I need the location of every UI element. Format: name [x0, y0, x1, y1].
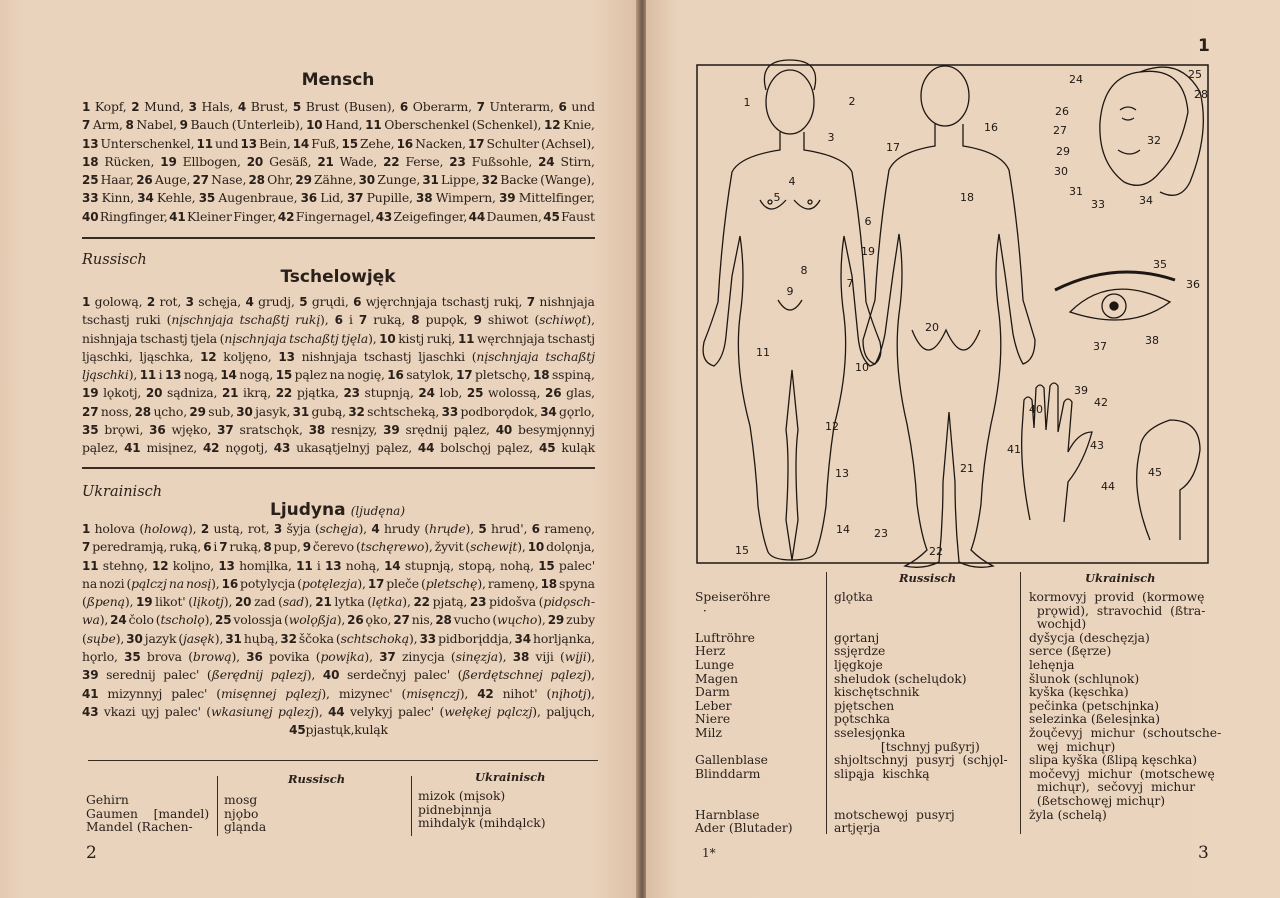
figure-label-42: 42	[1094, 396, 1108, 409]
figure-label-3: 3	[827, 131, 835, 144]
russian-label: Russisch	[82, 252, 147, 268]
figure-label-45: 45	[1148, 466, 1162, 479]
figure-label-1: 1	[743, 96, 751, 109]
figure-label-28: 28	[1194, 88, 1208, 101]
paragraph-line: 7 peredramją, ruką, 6 i 7 ruką, 8 pup, 9 čerevo (tschęrewo), žyvit (schewįt), 10 dolǫnja,	[82, 539, 595, 555]
table-header-russian: Russisch	[288, 772, 346, 786]
figure-label-4: 4	[788, 175, 796, 188]
illustration-frame	[697, 65, 1208, 563]
figure-label-44: 44	[1101, 480, 1115, 493]
back-head	[921, 66, 969, 126]
paragraph-line: na nozi (pąlczj na nosį), 16 potylycja (potęlezja), 17 pleče (pletschę), ramenǫ, 18 spyna	[82, 575, 595, 591]
figure-label-9: 9	[786, 285, 794, 298]
title-russian: Tschelowjęk	[280, 267, 396, 287]
column-divider	[826, 572, 827, 834]
signature-mark: 1*	[702, 846, 716, 860]
page-number: 3	[1198, 843, 1209, 863]
figure-label-6: 6	[864, 215, 872, 228]
title-ukrainian-note: (ljudęna)	[350, 504, 406, 518]
paragraph-line: nishnjaja tschastj tjela (nįschnjaja tschaßtj tjęla), 10 kistj rukį, 11 węrchnjaja tschastj	[82, 330, 595, 346]
paragraph-line: 13 Unterschenkel, 11 und 13 Bein, 14 Fuß, 15 Zehe, 16 Nacken, 17 Schulter (Achsel),	[82, 135, 595, 151]
paragraph-line: 7 Arm, 8 Nabel, 9 Bauch (Unterleib), 10 Hand, 11 Oberschenkel (Schenkel), 12 Knie,	[82, 117, 595, 133]
figure-label-14: 14	[836, 523, 850, 536]
paragraph-line: 1 golową, 2 rot, 3 schęja, 4 grudj, 5 grųdi, 6 wjęrchnjaja tschastj rukį, 7 nishnjaja	[82, 294, 595, 309]
table-german-column: Gehirn Gaumen [mandel) Mandel (Rachen-	[86, 793, 210, 835]
column-divider	[1020, 572, 1021, 834]
figure-label-24: 24	[1069, 73, 1083, 86]
page-number: 2	[86, 843, 97, 863]
paragraph-line: 40 Ringfinger, 41 Kleiner Finger, 42 Fingernagel, 43 Zeigefinger, 44 Daumen, 45 Faust	[82, 208, 595, 224]
figure-label-10: 10	[855, 361, 869, 374]
figure-label-5: 5	[773, 191, 781, 204]
title-ukrainian: Ljudyna	[270, 500, 346, 520]
paragraph-line: 27 noss, 28 ųcho, 29 sub, 30 jasyk, 31 gubą, 32 schtscheką, 33 podborǫdok, 34 gǫrlo,	[82, 403, 595, 419]
title-mensch: Mensch	[301, 70, 375, 90]
figure-label-7: 7	[846, 277, 854, 290]
figure-label-36: 36	[1186, 278, 1200, 291]
back-body	[863, 124, 1035, 567]
paragraph-line: hǫrlo, 35 brova (brową), 36 povika (powįka), 37 zinycja (sinęzja), 38 viji (wįji),	[82, 649, 595, 665]
figure-label-32: 32	[1147, 134, 1161, 147]
figure-label-29: 29	[1056, 145, 1070, 158]
figure-label-33: 33	[1091, 198, 1105, 211]
figure-label-37: 37	[1093, 340, 1107, 353]
paragraph-line: wa), 24 čolo (tscholǫ), 25 volossja (wolǫßja), 26 ǫko, 27 nis, 28 vucho (wųcho), 29 zuby	[82, 612, 595, 628]
front-head	[766, 70, 814, 134]
paragraph-line: 18 Rücken, 19 Ellbogen, 20 Gesäß, 21 Wade, 22 Ferse, 23 Fußsohle, 24 Stirn,	[82, 153, 595, 169]
table-header-ukrainian: Ukrainisch	[475, 770, 546, 784]
figure-label-23: 23	[874, 527, 888, 540]
column-divider	[217, 776, 218, 836]
divider	[88, 760, 598, 761]
figure-label-30: 30	[1054, 165, 1068, 178]
figure-label-17: 17	[886, 141, 900, 154]
paragraph-line: 1 Kopf, 2 Mund, 3 Hals, 4 Brust, 5 Brust (Busen), 6 Oberarm, 7 Unterarm, 6 und	[82, 99, 595, 114]
fist	[1137, 420, 1200, 540]
right-page	[646, 0, 1280, 898]
figure-label-12: 12	[825, 420, 839, 433]
figure-label-18: 18	[960, 191, 974, 204]
figure-label-31: 31	[1069, 185, 1083, 198]
paragraph-line: 1 holova (holową), 2 ustą, rot, 3 šyja (schęja), 4 hrudy (hrųde), 5 hrud', 6 ramenǫ,	[82, 521, 595, 536]
figure-label-21: 21	[960, 462, 974, 475]
paragraph-line: 35 brǫwi, 36 wjęko, 37 sratschǫk, 38 resnįzy, 39 srędnij pąlez, 40 besymjǫnnyj	[82, 422, 595, 438]
paragraph-line: 25 Haar, 26 Auge, 27 Nase, 28 Ohr, 29 Zähne, 30 Zunge, 31 Lippe, 32 Backe (Wange),	[82, 172, 595, 188]
ukrainian-label: Ukrainisch	[82, 484, 163, 500]
figure-label-34: 34	[1139, 194, 1153, 207]
figure-label-16: 16	[984, 121, 998, 134]
paragraph-line: 33 Kinn, 34 Kehle, 35 Augenbraue, 36 Lid, 37 Pupille, 38 Wimpern, 39 Mittelfinger,	[82, 190, 595, 206]
figure-label-13: 13	[835, 467, 849, 480]
figure-label-11: 11	[756, 346, 770, 359]
eye	[1070, 289, 1170, 320]
figure-label-19: 19	[861, 245, 875, 258]
figure-label-27: 27	[1053, 124, 1067, 137]
table-header-ukrainian: Ukrainisch	[1085, 571, 1156, 585]
table-header-russian: Russisch	[899, 571, 957, 585]
table-russian-column: mosg njǫbo gląnda	[224, 793, 267, 835]
body-drawings	[703, 60, 1203, 567]
figure-label-38: 38	[1145, 334, 1159, 347]
paragraph-line: ljąschki), 11 i 13 nogą, 14 nogą, 15 pąlez na nogię, 16 satylok, 17 pletschǫ, 18 sspiną,	[82, 367, 595, 383]
paragraph-line: 39 serednij palec' (ßerędnij pąlezj), 40 serdečnyj palec' (ßerdętschnej pąlezj),	[82, 667, 595, 683]
figure-label-40: 40	[1029, 403, 1043, 416]
figure-label-22: 22	[929, 545, 943, 558]
figure-label-25: 25	[1188, 68, 1202, 81]
paragraph-line: 19 lǫkotj, 20 sądniza, 21 ikrą, 22 pjątka, 23 stupnją, 24 lob, 25 wolossą, 26 glas,	[82, 385, 595, 401]
figure-label-15: 15	[735, 544, 749, 557]
figure-number: 1	[1198, 36, 1210, 56]
figure-label-43: 43	[1090, 439, 1104, 452]
front-body	[703, 132, 881, 560]
paragraph-line: pąlez, 41 misįnez, 42 nǫgotj, 43 ukasątjelnyj pąlez, 44 bolschǫj pąlez, 45 kuląk	[82, 440, 595, 456]
figure-label-35: 35	[1153, 258, 1167, 271]
face-profile	[1100, 71, 1188, 185]
paragraph-line: ljąschki, ljąschka, 12 koljęno, 13 nishnjaja tschastj ljaschki (nįschnjaja tschaßtj	[82, 348, 595, 364]
table-russian-column: glǫtka gǫrtanj ssjęrdze ljęgkoje sheludok (schelųdok) kischętschnik pjętschen pǫtschka sselesjǫnka [tschnyj pußyrj) shjoltschnyj pusyrj (schjǫl- slipąja kischką motschewǫj pusyrj artjęrja	[834, 590, 1008, 836]
figure-label-41: 41	[1007, 443, 1021, 456]
paragraph-line: 45 pjastųk, kuląk	[289, 722, 388, 738]
column-divider	[411, 776, 412, 836]
paragraph-line: (sųbe), 30 jazyk (jasęk), 31 hųbą, 32 ščoka (schtschoką), 33 pidborįddja, 34 horljąnka,	[82, 630, 595, 646]
figure-label-26: 26	[1055, 105, 1069, 118]
paragraph-line: (ßpeną), 19 likot' (lįkotj), 20 zad (sad), 21 lytka (lętka), 22 pjatą, 23 pidošva (pidǫsch-	[82, 594, 595, 610]
table-ukrainian-column: kormovyj provid (kormowę prǫwid), stravochid (ßtra- wochįd) dyšycja (deschęzja) serce (ßęrze) lehęnja šlunok (schlųnok) kyška (kęschka) pečinka (petschįnka) selezinka (ßelesįnka) žoųčevyj michur (schoutsche- węj michųr) slipa kyška (ßlipą kęschka) močevyj michur (motschewę michųr), sečovyj michur (ßetschowęj michųr) žyla (schelą)	[1029, 590, 1222, 822]
figure-label-39: 39	[1074, 384, 1088, 397]
paragraph-line: 41 mizynnyj palec' (misęnnej pąlezj), mizynec' (misęnczj), 42 nihot' (nįhotj),	[82, 685, 595, 701]
paragraph-line: tschastj ruki (nįschnjaja tschaßtj rukį), 6 i 7 ruką, 8 pupǫk, 9 shiwot (schiwǫt),	[82, 312, 595, 328]
paragraph-line: 43 vkazi ųyj palec' (wkasiunęj pąlezj), 44 velykyj palec' (wełękej pąlczj), paljųch,	[82, 703, 595, 719]
figure-label-20: 20	[925, 321, 939, 334]
table-ukrainian-column: mizok (mįsok) pidnebįnnja mihdalyk (mihdąlck)	[418, 789, 546, 831]
figure-label-8: 8	[800, 264, 808, 277]
figure-label-2: 2	[848, 95, 856, 108]
paragraph-line: 11 stehnǫ, 12 kolįno, 13 homįlka, 11 i 13 nohą, 14 stupnją, stopą, nohą, 15 palec'	[82, 557, 595, 573]
face-hair	[1140, 67, 1203, 195]
table-german-column: Speiseröhre · Luftröhre Herz Lunge Magen Darm Leber Niere Milz Gallenblase Blinddarm Harnblase Ader (Blutader)	[695, 590, 793, 836]
